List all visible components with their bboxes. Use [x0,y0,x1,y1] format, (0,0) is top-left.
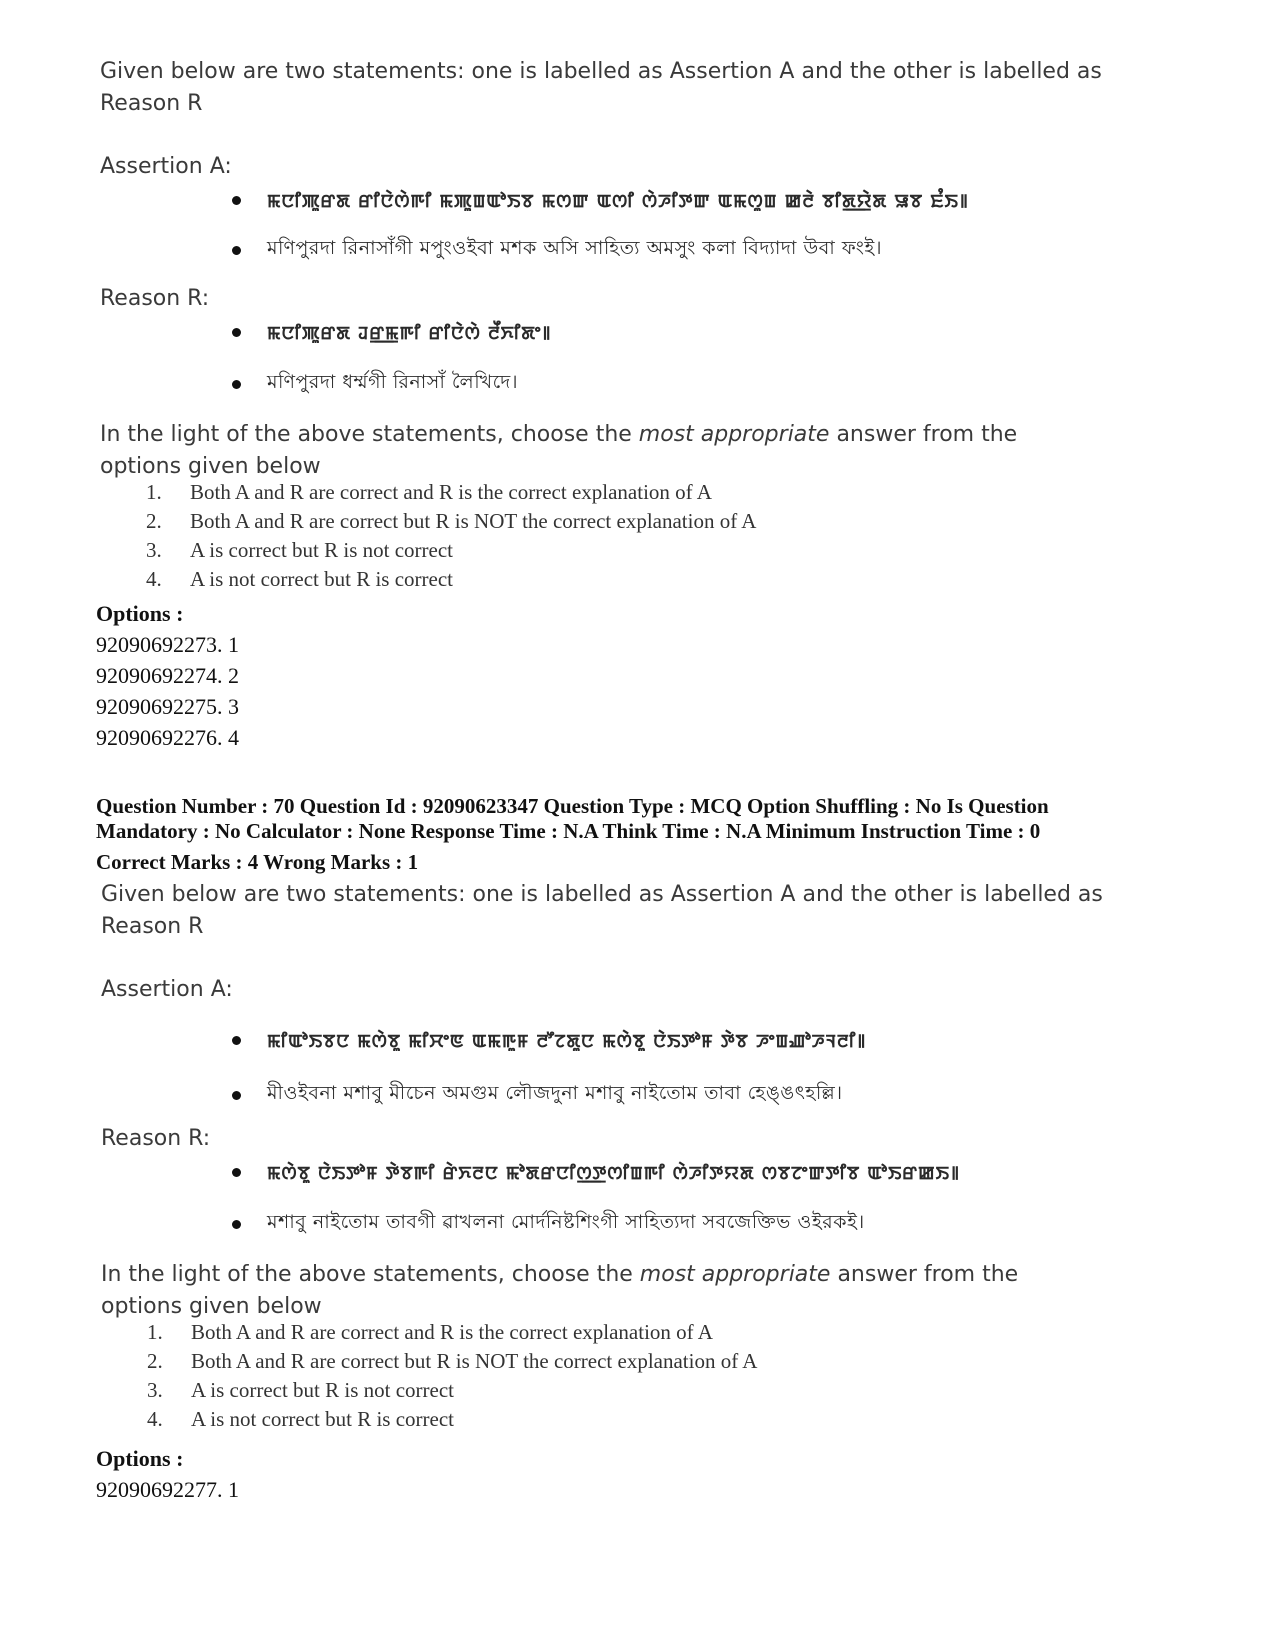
q69-instruction: In the light of the above statements, choose the most appropriate answer from the options given below [100,422,1018,479]
list-item: 4. A is not correct but R is correct [147,1407,455,1431]
bullet-icon [232,1220,241,1229]
list-item: 1. Both A and R are correct and R is the correct explanation of A [147,1320,713,1344]
q69-reason-item-1: ꯃꯅꯤꯄꯨꯔꯗ ꯙꯔ꯭ꯃꯒꯤ ꯔꯤꯅꯥꯁꯥ ꯂꯩꯈꯤꯗꯦ꯫ [232,320,552,345]
bullet-icon [232,196,241,205]
q69-reason-item-2: মণিপুরদা ধর্ম্মগী রিনাসাঁ লৈখিদে। [232,368,518,400]
q69-options-label: Options : [96,601,184,626]
q70-assertion-item-2: মীওইবনা মশাবু মীচেন অমগুম লৌজদুনা মশাবু নাইতোম তাবা হেঙ্ঙৎহল্লি। [232,1079,843,1111]
q70-meta-line-3: Correct Marks : 4 Wrong Marks : 1 [96,850,419,874]
bullet-icon [232,328,241,337]
bullet-icon [232,246,241,255]
bullet-icon [232,1091,241,1100]
q69-option-2: 92090692274. 2 [96,663,239,688]
q70-reason-label: Reason R: [101,1126,211,1151]
q69-reason-label: Reason R: [100,286,210,311]
list-item: 4. A is not correct but R is correct [146,567,454,591]
q69-option-1: 92090692273. 1 [96,632,239,657]
q70-assertion-label: Assertion A: [101,977,233,1002]
bullet-icon [232,1036,241,1045]
bullet-icon [232,1168,241,1177]
list-item: 2. Both A and R are correct but R is NOT the correct explanation of A [147,1349,758,1373]
list-item: 3. A is correct but R is not correct [146,538,454,562]
q69-assertion-item-1: ꯃꯅꯤꯄꯨꯔꯗ ꯔꯤꯅꯥꯁꯥꯒꯤ ꯃꯄꯨꯡꯑꯣꯏꯕ ꯃꯁꯛ ꯑꯁꯤ ꯁꯥꯍꯤꯇꯛ ꯑꯃꯁꯨꯡ ꯀꯂꯥ ꯕꯤꯗ꯭ꯌꯥꯗ ꯎꯕ ꯐꯪꯏ꯫ [232,188,969,213]
q70-options-label: Options : [96,1446,184,1471]
q70-reason-item-2: মশাবু নাইতোম তাবগী ৱাখলনা মোর্দনিষ্টশিংগী সাহিত্যদা সবজেক্তিভ ওইরকই। [232,1208,865,1240]
q70-reason-item-1: ꯃꯁꯥꯕꯨ ꯅꯥꯏꯇꯣꯝ ꯇꯥꯕꯒꯤ ꯔꯥꯈꯂꯅ ꯃꯣꯗꯔꯅꯤꯁ꯭ꯇꯁꯤꯡꯒꯤ ꯁꯥꯍꯤꯇꯌꯗ ꯁꯕꯖꯦꯛꯇꯤꯕ ꯑꯣꯏꯔꯀꯏ꯫ [232,1160,960,1185]
q69-choice-list [146,478,756,594]
list-item: 3. A is correct but R is not correct [147,1378,455,1402]
q70-instruction: In the light of the above statements, choose the most appropriate answer from the options given below [101,1262,1019,1319]
list-item: 1. Both A and R are correct and R is the correct explanation of A [146,480,712,504]
q69-intro: Given below are two statements: one is labelled as Assertion A and the other is labelled as Reason R [100,59,1102,116]
q70-choice-list [147,1318,757,1434]
q69-option-4: 92090692276. 4 [96,725,239,750]
q70-meta-line-2: Mandatory : No Calculator : None Response Time : N.A Think Time : N.A Minimum Instruction Time : 0 [96,819,1041,843]
q70-intro: Given below are two statements: one is labelled as Assertion A and the other is labelled as Reason R [101,882,1103,939]
q69-assertion-item-2: মণিপুরদা রিনাসাঁগী মপুংওইবা মশক অসি সাহিত্য অমসুং কলা বিদ্যাদা উবা ফংই। [232,234,882,266]
list-item: 2. Both A and R are correct but R is NOT the correct explanation of A [146,509,757,533]
q70-assertion-item-1: ꯃꯤꯑꯣꯏꯕꯅ ꯃꯁꯥꯕꯨ ꯃꯤꯆꯦꯟ ꯑꯃꯒꯨꯝ ꯂꯧꯖꯗꯨꯅ ꯃꯁꯥꯕꯨ ꯅꯥꯏꯇꯣꯝ ꯇꯥꯕ ꯍꯦꯡꯉꯣꯍꯜꯂꯤ꯫ [232,1028,866,1053]
bullet-icon [232,380,241,389]
q70-meta-line-1: Question Number : 70 Question Id : 92090623347 Question Type : MCQ Option Shuffling : No Is Question [96,794,1049,818]
q69-assertion-label: Assertion A: [100,154,232,179]
q69-option-3: 92090692275. 3 [96,694,239,719]
q70-option-1: 92090692277. 1 [96,1477,239,1502]
